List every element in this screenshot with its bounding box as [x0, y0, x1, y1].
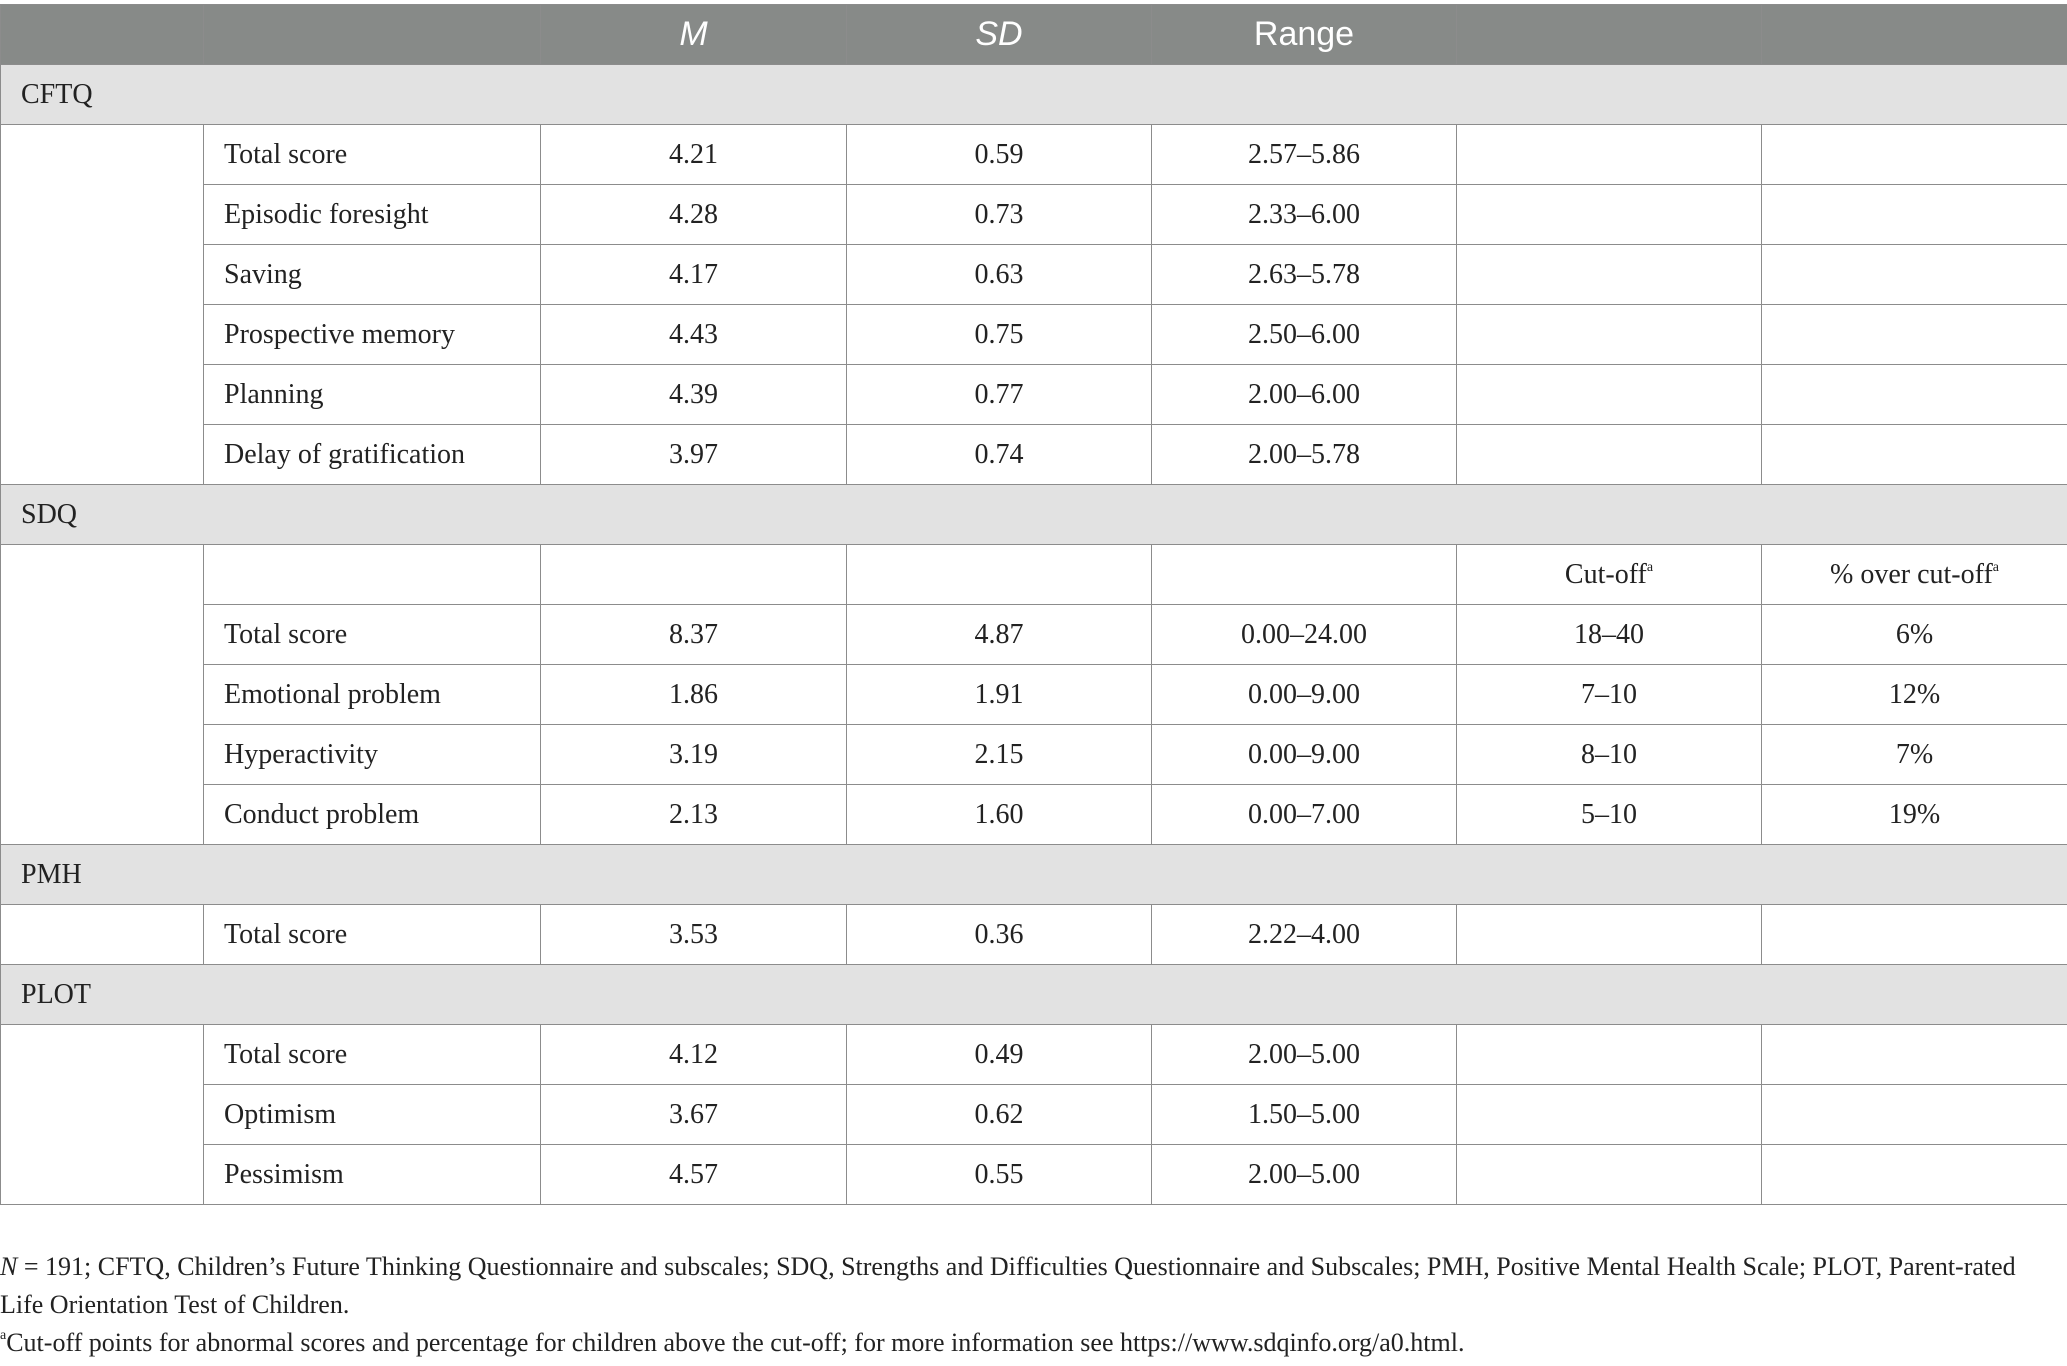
table-row: [1, 185, 2067, 245]
cell-empty: [1457, 1085, 1762, 1145]
cell-range: 2.00–5.00: [1152, 1145, 1457, 1205]
cell-range: 2.50–6.00: [1152, 305, 1457, 365]
row-label: Optimism: [204, 1085, 541, 1145]
cell-pct-over: 6%: [1762, 605, 2067, 665]
cell-sd: 0.62: [847, 1085, 1152, 1145]
cell-range: 2.00–5.00: [1152, 1025, 1457, 1085]
cell-sd: 1.60: [847, 785, 1152, 845]
row-label: Prospective memory: [204, 305, 541, 365]
cell-empty: [1457, 185, 1762, 245]
section-spacer: [1, 1025, 204, 1205]
cell-empty: [1762, 185, 2067, 245]
cell-range: 0.00–7.00: [1152, 785, 1457, 845]
cell-cutoff: 18–40: [1457, 605, 1762, 665]
subheader-pct-over: [1762, 545, 2067, 605]
cell-pct-over: 19%: [1762, 785, 2067, 845]
descriptive-stats-table: [0, 4, 2067, 1205]
cell-mean: 4.12: [541, 1025, 847, 1085]
section-row-cftq: [1, 65, 2067, 125]
table-row: [1, 785, 2067, 845]
table-row: [1, 1085, 2067, 1145]
cell-empty: [1457, 245, 1762, 305]
table-row: [1, 605, 2067, 665]
header-blank-2: [204, 5, 541, 65]
row-label: Planning: [204, 365, 541, 425]
cell-empty: [847, 545, 1152, 605]
footnote-marker: a: [1646, 559, 1654, 575]
cell-mean: 4.17: [541, 245, 847, 305]
cell-empty: [1762, 1085, 2067, 1145]
cell-cutoff: 7–10: [1457, 665, 1762, 725]
note-abbreviations: [0, 1248, 2067, 1324]
table-row: [1, 725, 2067, 785]
note-n-symbol: N: [0, 1252, 18, 1281]
cell-range: 2.33–6.00: [1152, 185, 1457, 245]
cell-mean: 2.13: [541, 785, 847, 845]
cell-empty: [1457, 905, 1762, 965]
row-label: Total score: [204, 605, 541, 665]
cell-empty: [1152, 545, 1457, 605]
cell-sd: 0.74: [847, 425, 1152, 485]
cell-empty: [1762, 1145, 2067, 1205]
cell-mean: 3.67: [541, 1085, 847, 1145]
section-label-pmh: PMH: [1, 845, 2067, 905]
note-line-2: Life Orientation Test of Children.: [0, 1290, 350, 1319]
section-spacer: [1, 545, 204, 845]
cell-pct-over: 7%: [1762, 725, 2067, 785]
row-label: Total score: [204, 1025, 541, 1085]
cell-mean: 3.97: [541, 425, 847, 485]
sdq-subheader-row: [1, 545, 2067, 605]
header-range: Range: [1152, 5, 1457, 65]
row-label: Emotional problem: [204, 665, 541, 725]
cell-mean: 4.43: [541, 305, 847, 365]
cell-cutoff: 5–10: [1457, 785, 1762, 845]
section-label-plot: PLOT: [1, 965, 2067, 1025]
cell-mean: 1.86: [541, 665, 847, 725]
section-label-cftq: CFTQ: [1, 65, 2067, 125]
table-header-row: [1, 5, 2067, 65]
table-row: [1, 665, 2067, 725]
cell-sd: 1.91: [847, 665, 1152, 725]
cell-range: 2.57–5.86: [1152, 125, 1457, 185]
row-label: Episodic foresight: [204, 185, 541, 245]
cell-range: 2.22–4.00: [1152, 905, 1457, 965]
cell-sd: 0.75: [847, 305, 1152, 365]
cell-empty: [1457, 305, 1762, 365]
cell-mean: 3.53: [541, 905, 847, 965]
cell-sd: 0.77: [847, 365, 1152, 425]
row-label: Total score: [204, 125, 541, 185]
header-blank-4: [1762, 5, 2067, 65]
cell-empty: [1762, 245, 2067, 305]
table-row: [1, 905, 2067, 965]
cell-empty: [204, 545, 541, 605]
cell-range: 1.50–5.00: [1152, 1085, 1457, 1145]
table-row: [1, 1025, 2067, 1085]
header-mean: M: [541, 5, 847, 65]
table-row: [1, 365, 2067, 425]
cell-sd: 0.73: [847, 185, 1152, 245]
table-row: [1, 1145, 2067, 1205]
subheader-cutoff-label: Cut-off: [1564, 558, 1647, 590]
cell-sd: 0.63: [847, 245, 1152, 305]
cell-range: 2.00–5.78: [1152, 425, 1457, 485]
row-label: Pessimism: [204, 1145, 541, 1205]
cell-mean: 8.37: [541, 605, 847, 665]
cell-empty: [1457, 365, 1762, 425]
cell-empty: [1762, 305, 2067, 365]
header-sd: SD: [847, 5, 1152, 65]
cell-empty: [1457, 425, 1762, 485]
cell-empty: [1762, 365, 2067, 425]
cell-empty: [1762, 425, 2067, 485]
cell-mean: 4.21: [541, 125, 847, 185]
cell-mean: 4.57: [541, 1145, 847, 1205]
section-row-pmh: [1, 845, 2067, 905]
cell-empty: [1762, 905, 2067, 965]
cell-mean: 4.28: [541, 185, 847, 245]
table-container: [0, 4, 2067, 1205]
cell-range: 0.00–24.00: [1152, 605, 1457, 665]
table-row: [1, 425, 2067, 485]
cell-pct-over: 12%: [1762, 665, 2067, 725]
footnote-text: Cut-off points for abnormal scores and percentage for children above the cut-off; for more information see https://www.sdqinfo.org/a0.html.: [6, 1328, 1465, 1357]
cell-sd: 0.49: [847, 1025, 1152, 1085]
cell-range: 0.00–9.00: [1152, 665, 1457, 725]
table-notes: [0, 1248, 2067, 1362]
cell-range: 2.00–6.00: [1152, 365, 1457, 425]
cell-sd: 0.36: [847, 905, 1152, 965]
footnote-marker: a: [1992, 559, 1999, 575]
row-label: Total score: [204, 905, 541, 965]
cell-mean: 3.19: [541, 725, 847, 785]
section-label-sdq: SDQ: [1, 485, 2067, 545]
header-blank-3: [1457, 5, 1762, 65]
cell-sd: 0.59: [847, 125, 1152, 185]
cell-empty: [1762, 125, 2067, 185]
note-footnote: [0, 1324, 2067, 1362]
cell-empty: [1762, 1025, 2067, 1085]
cell-range: 0.00–9.00: [1152, 725, 1457, 785]
section-spacer: [1, 125, 204, 485]
header-blank-1: [1, 5, 204, 65]
table-row: [1, 245, 2067, 305]
row-label: Saving: [204, 245, 541, 305]
cell-sd: 0.55: [847, 1145, 1152, 1205]
footnote-marker: a: [0, 1328, 7, 1343]
row-label: Delay of gratification: [204, 425, 541, 485]
cell-range: 2.63–5.78: [1152, 245, 1457, 305]
cell-empty: [1457, 1145, 1762, 1205]
table-row: [1, 125, 2067, 185]
subheader-cutoff: [1457, 545, 1762, 605]
subheader-pct-over-label: % over cut-off: [1830, 558, 1993, 590]
row-label: Hyperactivity: [204, 725, 541, 785]
cell-sd: 4.87: [847, 605, 1152, 665]
table-row: [1, 305, 2067, 365]
cell-empty: [541, 545, 847, 605]
cell-empty: [1457, 125, 1762, 185]
section-row-sdq: [1, 485, 2067, 545]
row-label: Conduct problem: [204, 785, 541, 845]
section-spacer: [1, 905, 204, 965]
cell-sd: 2.15: [847, 725, 1152, 785]
section-row-plot: [1, 965, 2067, 1025]
cell-cutoff: 8–10: [1457, 725, 1762, 785]
note-line-1: = 191; CFTQ, Children’s Future Thinking Questionnaire and subscales; SDQ, Strengths and Difficulties Questionnaire and Subscales; PMH, Positive Mental Health Scale; PLOT, Parent-rated: [17, 1252, 2016, 1281]
cell-mean: 4.39: [541, 365, 847, 425]
cell-empty: [1457, 1025, 1762, 1085]
